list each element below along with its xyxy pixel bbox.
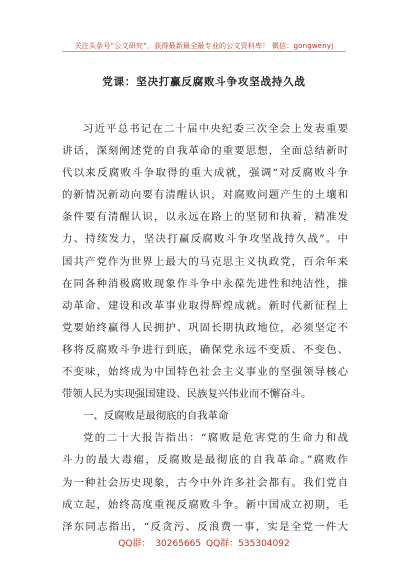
body-line: 代以来反腐败斗争取得的重大成就，强调“对反腐败斗争 bbox=[62, 167, 348, 180]
body-line: 为一种社会历史现象，古今中外许多社会都有。我们党自 bbox=[62, 476, 348, 489]
body-line: 党的二十大报告指出：“腐败是危害党的生命力和战 bbox=[83, 432, 348, 445]
body-line: 动革命、建设和改革事业取得辉煌成就。新时代新征程上 bbox=[62, 299, 348, 312]
body-line: 带领人民为实现强国建设、民族复兴伟业而不懈奋斗。 bbox=[62, 388, 312, 401]
body-line: 习近平总书记在二十届中央纪委三次全会上发表重要 bbox=[83, 123, 348, 135]
body-line: 泽东同志指出，“反贪污、反浪费一事，实是全党一件大 bbox=[62, 520, 348, 533]
body-line: 不变味，始终成为中国特色社会主义事业的坚强领导核心 bbox=[62, 366, 348, 379]
body-line: 的新情况新动向要有清醒认识，对腐败问题产生的土壤和 bbox=[62, 189, 348, 202]
body-line: 党要始终赢得人民拥护、巩固长期执政地位，必须坚定不 bbox=[62, 321, 348, 334]
body-line: 国共产党作为世界上最大的马克思主义执政党，百余年来 bbox=[62, 255, 348, 268]
body-line: 讲话，深刻阐述党的自我革命的重要思想，全面总结新时 bbox=[62, 145, 348, 158]
body-line: 在同各种消极腐败现象作斗争中永葆先进性和纯洁性，推 bbox=[62, 277, 348, 290]
document-body bbox=[62, 118, 348, 538]
document-title: 党课：坚决打赢反腐败斗争攻坚战持久战 bbox=[102, 76, 306, 88]
body-line: 条件要有清醒认识，以永远在路上的坚韧和执着，精准发 bbox=[62, 211, 348, 224]
page-footer bbox=[0, 536, 408, 549]
body-line: 成立起，始终高度重视反腐败斗争。新中国成立初期，毛 bbox=[62, 498, 348, 511]
section-heading: 一、反腐败是最彻底的自我革命 bbox=[83, 410, 229, 423]
header-divider bbox=[62, 51, 346, 52]
header-notice: 关注头条号“公文研究”，获得最新最全最专业的公文资料库！ 微信：gongwenyj bbox=[74, 42, 334, 50]
body-line: 移将反腐败斗争进行到底，确保党永远不变质、不变色、 bbox=[62, 343, 348, 356]
body-line: 力、持续发力，坚决打赢反腐败斗争攻坚战持久战”。中 bbox=[62, 233, 348, 246]
footer-contacts: QQ群： 30265665 QQ群：535304092 bbox=[118, 539, 290, 549]
body-line: 斗力的最大毒瘤，反腐败是最彻底的自我革命。”腐败作 bbox=[62, 454, 348, 467]
